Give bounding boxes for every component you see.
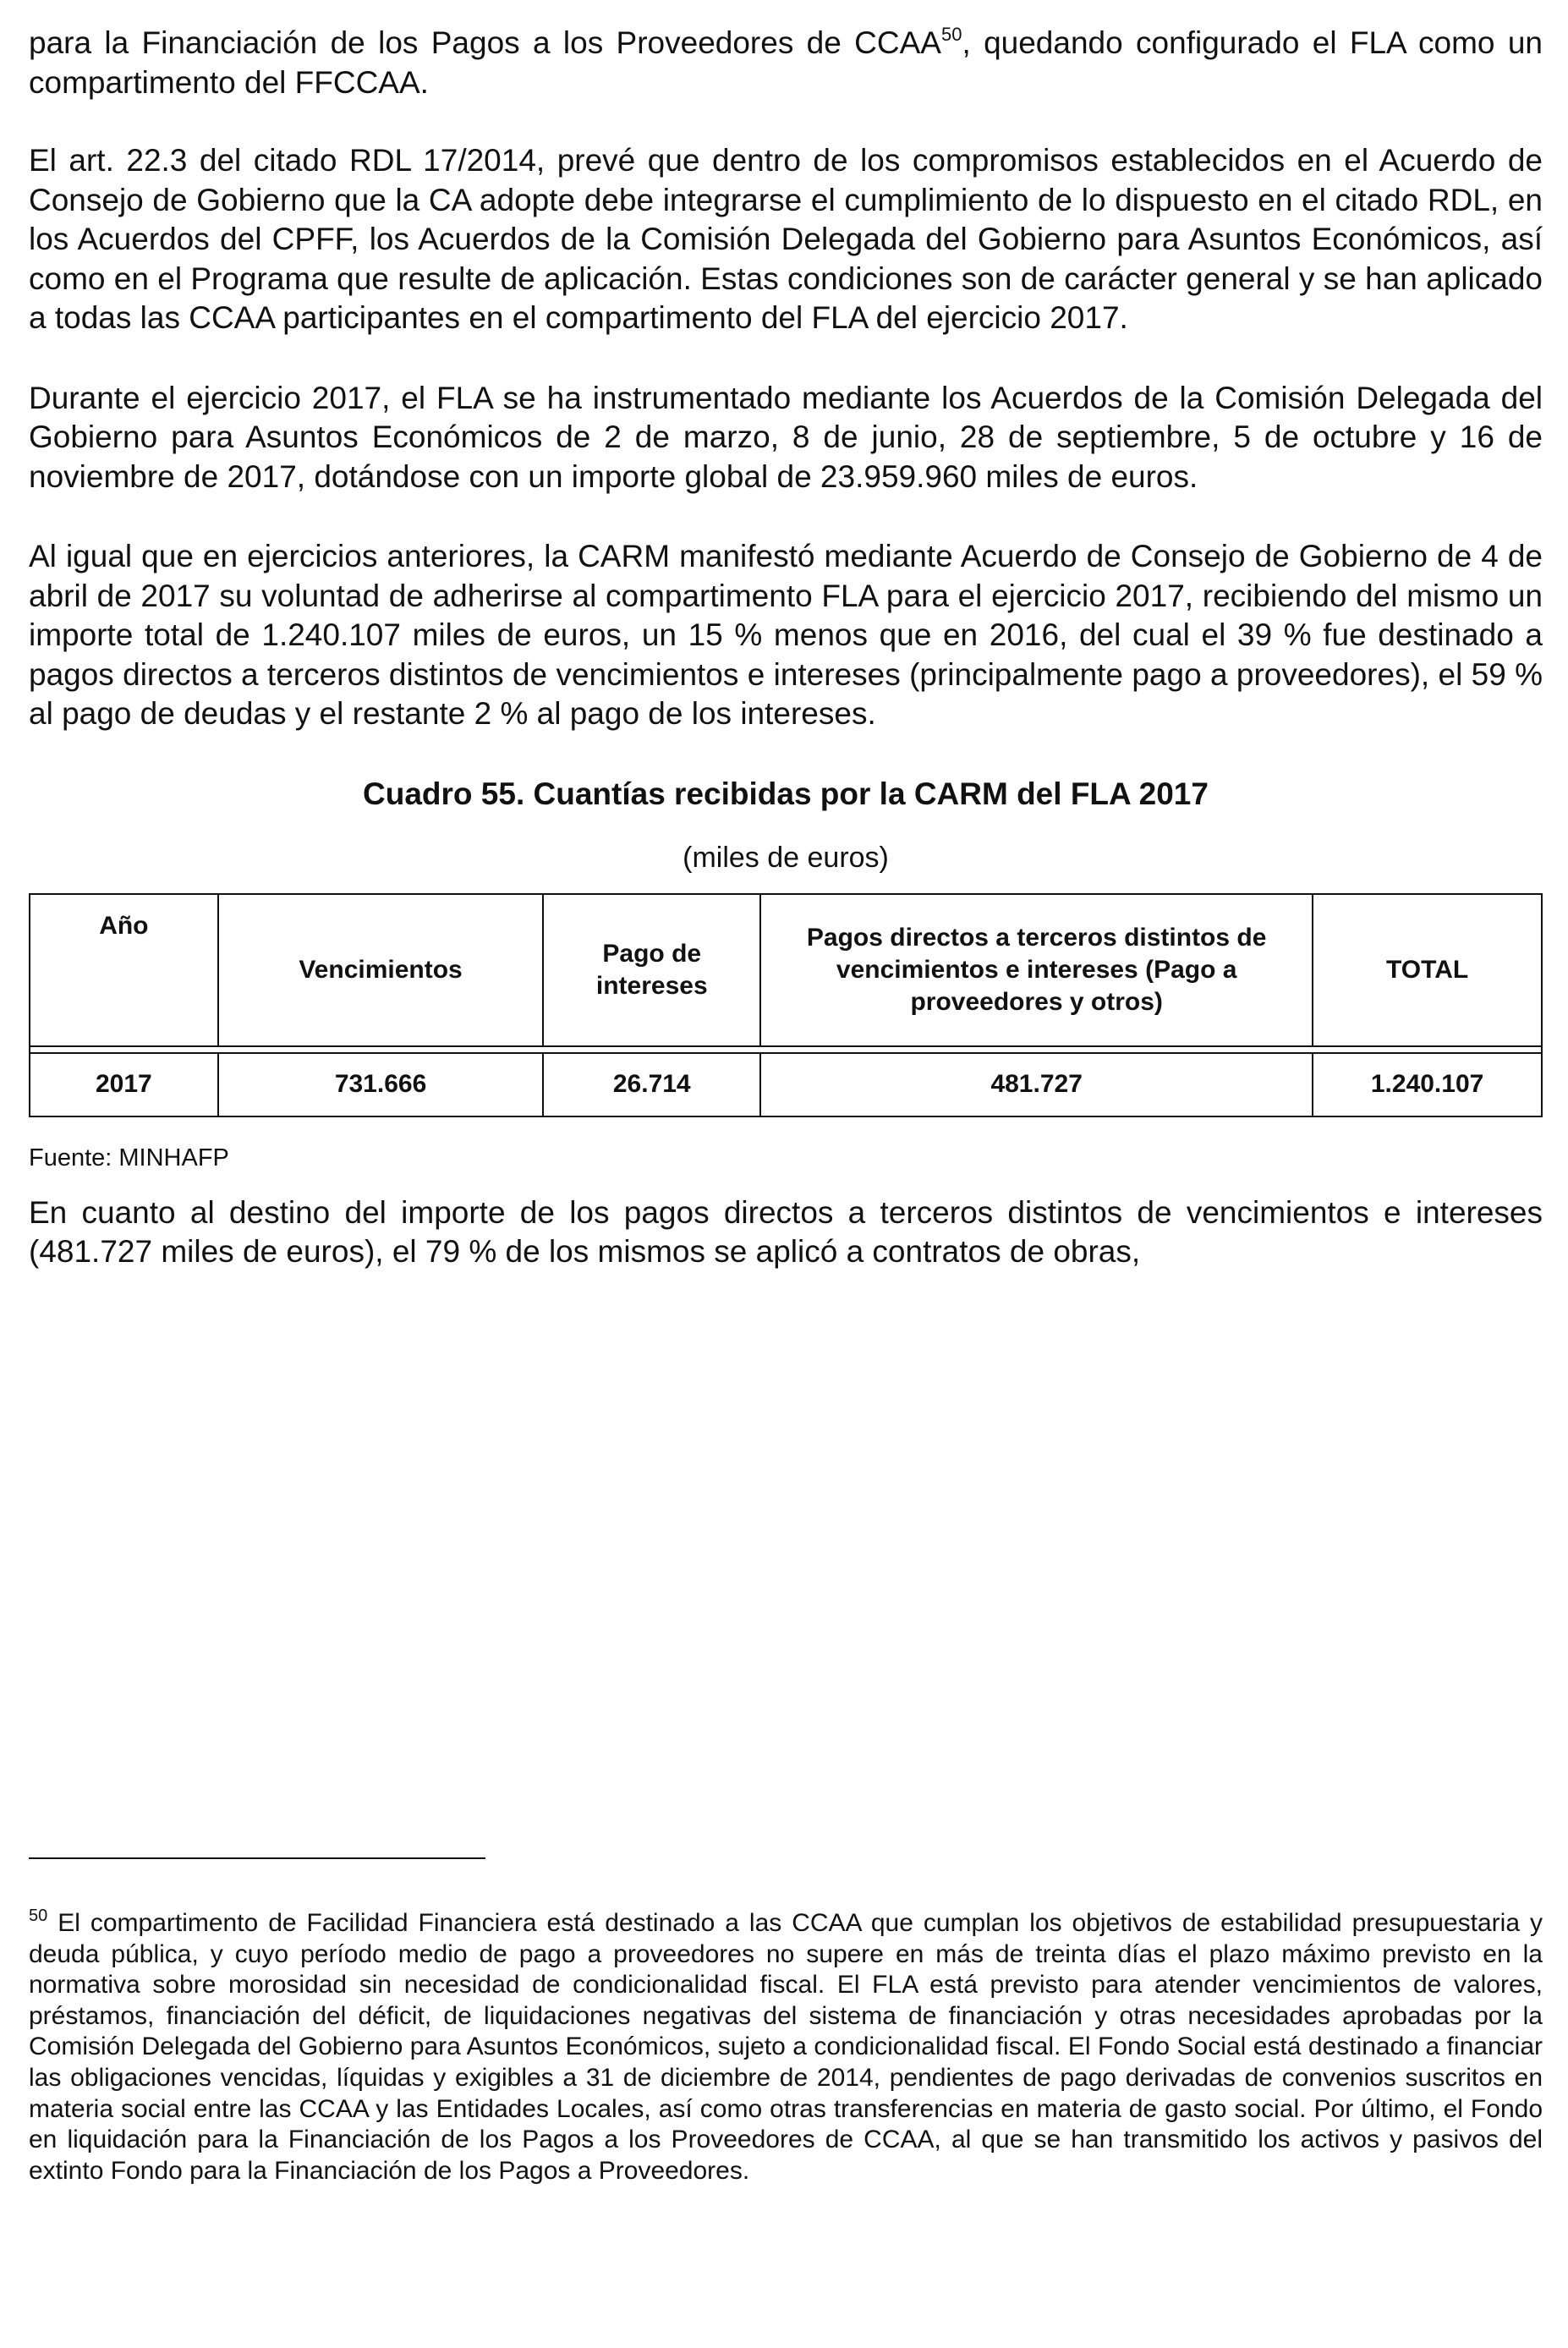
document-page (29, 24, 1543, 1313)
cell-year: 2017 (30, 1053, 218, 1116)
paragraph-1-text: para la Financiación de los Pagos a los Proveedores de CCAA (29, 25, 941, 60)
footnote-text: El compartimento de Facilidad Financiera está destinado a las CCAA que cumplan los objetivos de estabilidad presupuestaria y deuda pública, y cuyo período medio de pago a proveedores no supere en más de treinta días el plazo máximo previsto en la normativa sobre morosidad sin necesidad de condicionalidad fiscal. El FLA está previsto para atender vencimientos de valores, préstamos, financiación del déficit, de liquidaciones negativas del sistema de financiación y otras necesidades aprobadas por la Comisión Delegada del Gobierno para Asuntos Económicos, sujeto a condicionalidad fiscal. El Fondo Social está destinado a financiar las obligaciones vencidas, líquidas y exigibles a 31 de diciembre de 2014, pendientes de pago derivadas de convenios suscritos en materia social entre las CCAA y las Entidades Locales, así como otras transferencias en materia de gasto social. Por último, el Fondo en liquidación para la Financiación de los Pagos a los Proveedores de CCAA, al que se han transmitido los activos y pasivos del extinto Fondo para la Financiación de los Pagos a Proveedores. (29, 1909, 1543, 2185)
header-total: TOTAL (1313, 894, 1542, 1046)
table-units: (miles de euros) (683, 841, 889, 874)
header-intereses: Pago de intereses (543, 894, 760, 1046)
table-header-row (30, 894, 1542, 1046)
table-title: Cuadro 55. Cuantías recibidas por la CARM del FLA 2017 (363, 776, 1209, 811)
footnote-divider (29, 1857, 485, 1859)
paragraph-3: Durante el ejercicio 2017, el FLA se ha instrumentado mediante los Acuerdos de la Comisión Delegada del Gobierno para Asuntos Económicos de 2 de marzo, 8 de junio, 28 de septiembre, 5 de octubre y 16 de noviembre de 2017, dotándose con un importe global de 23.959.960 miles de euros. (29, 380, 1543, 494)
footnote-ref-50[interactable]: 50 (940, 24, 962, 45)
header-terceros: Pagos directos a terceros distintos de vencimientos e intereses (Pago a proveedores y otros) (760, 894, 1313, 1046)
cell-vencimientos: 731.666 (218, 1053, 544, 1116)
data-table (29, 893, 1543, 1117)
header-year: Año (30, 894, 218, 1046)
paragraph-4: Al igual que en ejercicios anteriores, la CARM manifestó mediante Acuerdo de Consejo de Gobierno de 4 de abril de 2017 su voluntad de adherirse al compartimento FLA para el ejercicio 2017, recibiendo del mismo un importe total de 1.240.107 miles de euros, un 15 % menos que en 2016, del cual el 39 % fue destinado a pagos directos a terceros distintos de vencimientos e intereses (principalmente pago a proveedores), el 59 % al pago de deudas y el restante 2 % al pago de los intereses. (29, 539, 1543, 731)
footnote-number: 50 (29, 1906, 48, 1925)
table-source: Fuente: MINHAFP (29, 1144, 229, 1171)
header-vencimientos: Vencimientos (218, 894, 544, 1046)
table-separator (30, 1046, 1542, 1053)
paragraph-2: El art. 22.3 del citado RDL 17/2014, prevé que dentro de los compromisos establecidos en el Acuerdo de Consejo de Gobierno que la CA adopte debe integrarse el cumplimiento de lo dispuesto en el citado RDL, en los Acuerdos del CPFF, los Acuerdos de la Comisión Delegada del Gobierno para Asuntos Económicos, así como en el Programa que resulte de aplicación. Estas condiciones son de carácter general y se han aplicado a todas las CCAA participantes en el compartimento del FLA del ejercicio 2017. (29, 143, 1543, 335)
cell-terceros: 481.727 (760, 1053, 1313, 1116)
cell-total: 1.240.107 (1313, 1053, 1542, 1116)
table-row (30, 1053, 1542, 1116)
footnote-50 (29, 1908, 1543, 2186)
cell-intereses: 26.714 (543, 1053, 760, 1116)
paragraph-1 (29, 24, 1543, 102)
paragraph-1-after: , quedando configurado el FLA como un compartimento del FFCCAA. (29, 25, 1543, 100)
paragraph-5: En cuanto al destino del importe de los pagos directos a terceros distintos de vencimientos e intereses (481.727 miles de euros), el 79 % de los mismos se aplicó a contratos de obras, (29, 1194, 1543, 1269)
